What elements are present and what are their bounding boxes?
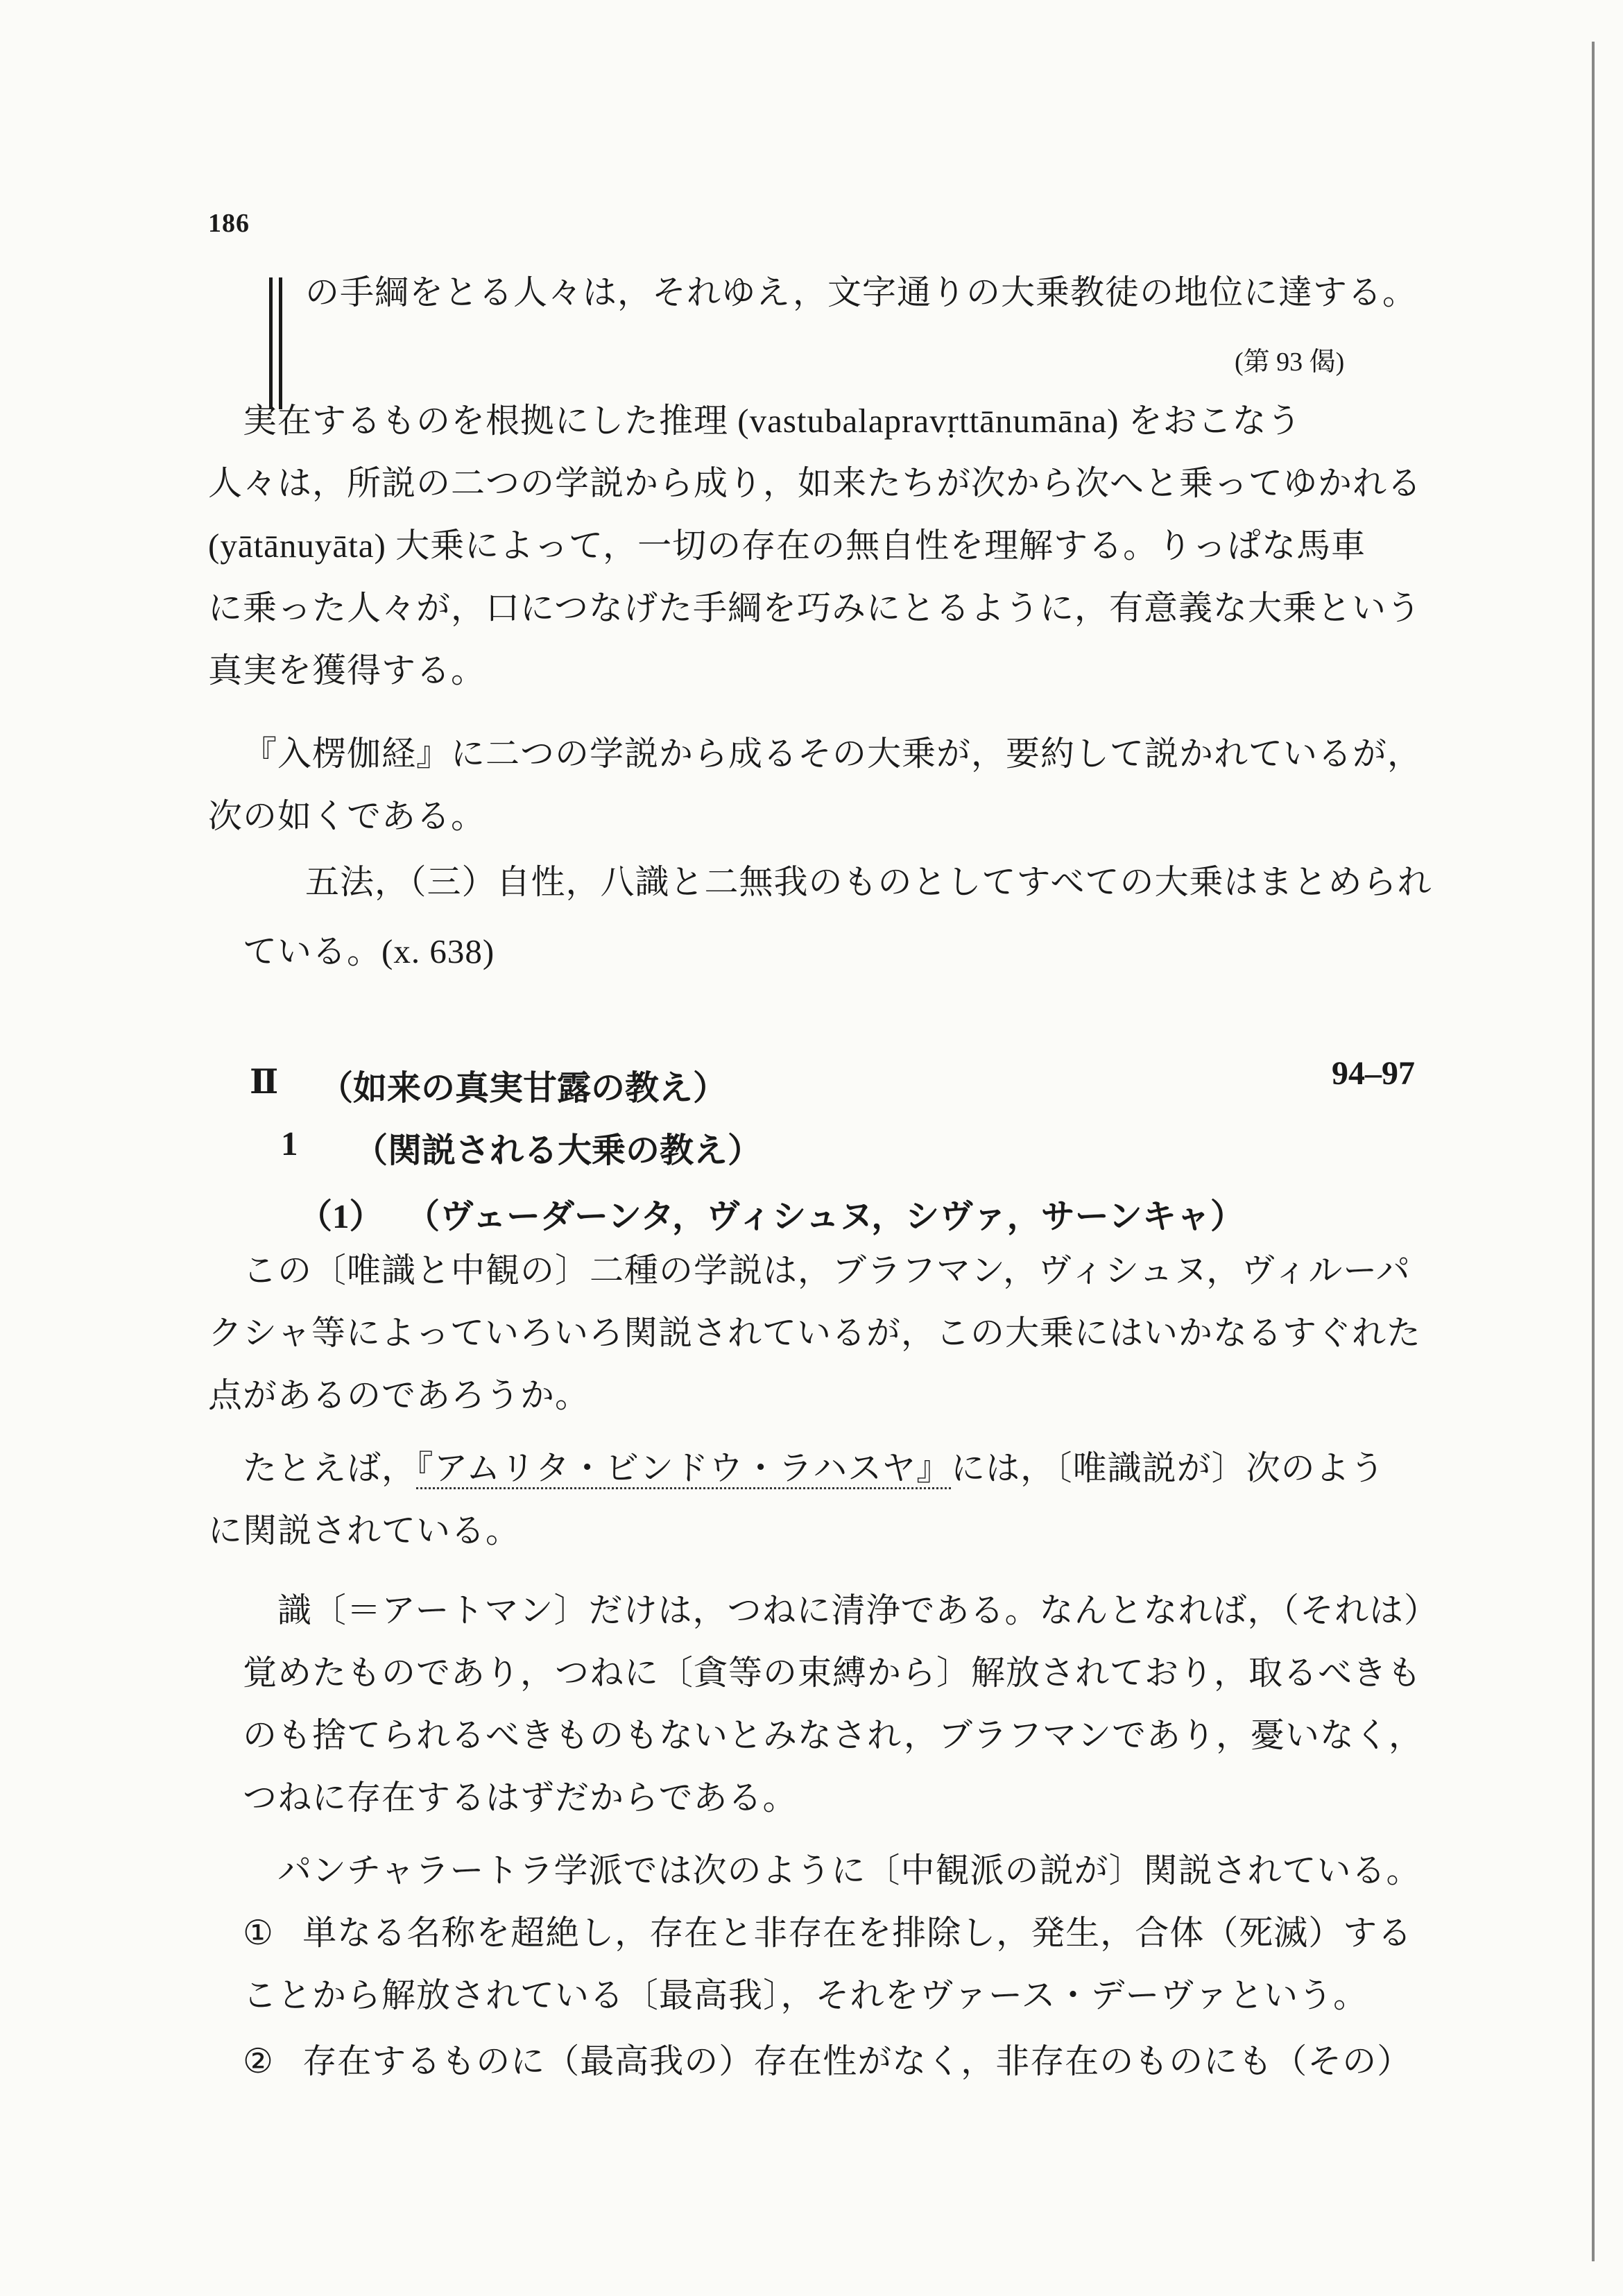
paragraph1-line: 人々は，所説の二つの学説から成り，如来たちが次から次へと乗ってゆかれる <box>208 464 1423 502</box>
paragraph2-line: 『入楞伽経』に二つの学説から成るその大乗が，要約して説かれているが， <box>243 735 1423 773</box>
paragraph2-line: 次の如くである。 <box>208 797 486 835</box>
paragraph4-line <box>243 1446 1463 1491</box>
item-1 <box>243 1911 1463 1955</box>
item-mark: ② <box>243 2042 274 2080</box>
verse-marker <box>269 277 287 409</box>
verse-line: の手綱をとる人々は，それゆえ，文字通りの大乗教徒の地位に達する。 <box>305 273 1417 311</box>
quote2-line: 覚めたものであり，つねに〔貪等の束縛から〕解放されており，取るべきも <box>243 1654 1423 1692</box>
paragraph1-line: (yātānuyāta) 大乗によって，一切の存在の無自性を理解する。りっぱな馬車 <box>208 526 1366 565</box>
item-1-continued: ことから解放されている〔最高我〕，それをヴァース・デーヴァという。 <box>243 1976 1368 2014</box>
cited-work-title: 『アムリタ・ビンドウ・ラハスヤ』 <box>416 1449 951 1489</box>
page-edge-line <box>1592 42 1595 2261</box>
quote1-line: 五法，（三）自性，八識と二無我のものとしてすべての大乗はまとめられ <box>305 863 1432 901</box>
subsection-title: （関説される大乗の教え） <box>354 1131 762 1170</box>
section-title: （如来の真実甘露の教え） <box>319 1069 728 1107</box>
paragraph1-line: 真実を獲得する。 <box>208 651 486 689</box>
subsubsection-title: （ヴェーダーンタ，ヴィシュヌ，シヴァ，サーンキャ） <box>406 1197 1244 1235</box>
paragraph1-line: 実在するものを根拠にした推理 (vastubalapravṛttānumāna) をおこなう <box>243 402 1302 440</box>
paragraph4-suffix: には，〔唯識説が〕次のよう <box>951 1449 1385 1487</box>
quote2-line: のも捨てられるべきものもないとみなされ，ブラフマンであり，憂いなく， <box>243 1716 1423 1754</box>
verse-note: (第 93 偈) <box>1235 348 1345 377</box>
paragraph4-line: に関説されている。 <box>208 1511 521 1550</box>
item-mark: ① <box>243 1914 274 1952</box>
item-text: 単なる名称を超絶し，存在と非存在を排除し，発生，合体（死滅）する <box>302 1914 1413 1952</box>
quote1-line: ている。(x. 638) <box>243 932 495 970</box>
section-numeral: Ⅱ <box>250 1063 279 1101</box>
item-text: 存在するものに（最高我の）存在性がなく，非存在のものにも（その） <box>302 2042 1412 2080</box>
paragraph3-line: この〔唯識と中観の〕二種の学説は，ブラフマン，ヴィシュヌ，ヴィルーパ <box>243 1251 1411 1290</box>
item-2 <box>243 2039 1463 2084</box>
subsection-numeral: 1 <box>281 1124 298 1163</box>
page-number: 186 <box>208 209 250 238</box>
paragraph3-line: 点があるのであろうか。 <box>208 1376 590 1414</box>
paragraph4-prefix: たとえば， <box>243 1449 417 1487</box>
paragraph1-line: に乗った人々が，口につなげた手綱を巧みにとるように，有意義な大乗という <box>208 589 1422 627</box>
quote2-line: 識〔＝アートマン〕だけは，つねに清浄である。なんとなれば，（それは） <box>277 1591 1439 1629</box>
section-range: 94–97 <box>1332 1055 1415 1092</box>
paragraph3-line: クシャ等によっていろいろ関説されているが，この大乗にはいかなるすぐれた <box>208 1314 1422 1352</box>
paragraph5-line: パンチャラートラ学派では次のように〔中観派の説が〕関説されている。 <box>277 1851 1421 1890</box>
subsubsection-numeral: （1） <box>298 1197 384 1235</box>
quote2-line: つねに存在するはずだからである。 <box>243 1779 798 1817</box>
